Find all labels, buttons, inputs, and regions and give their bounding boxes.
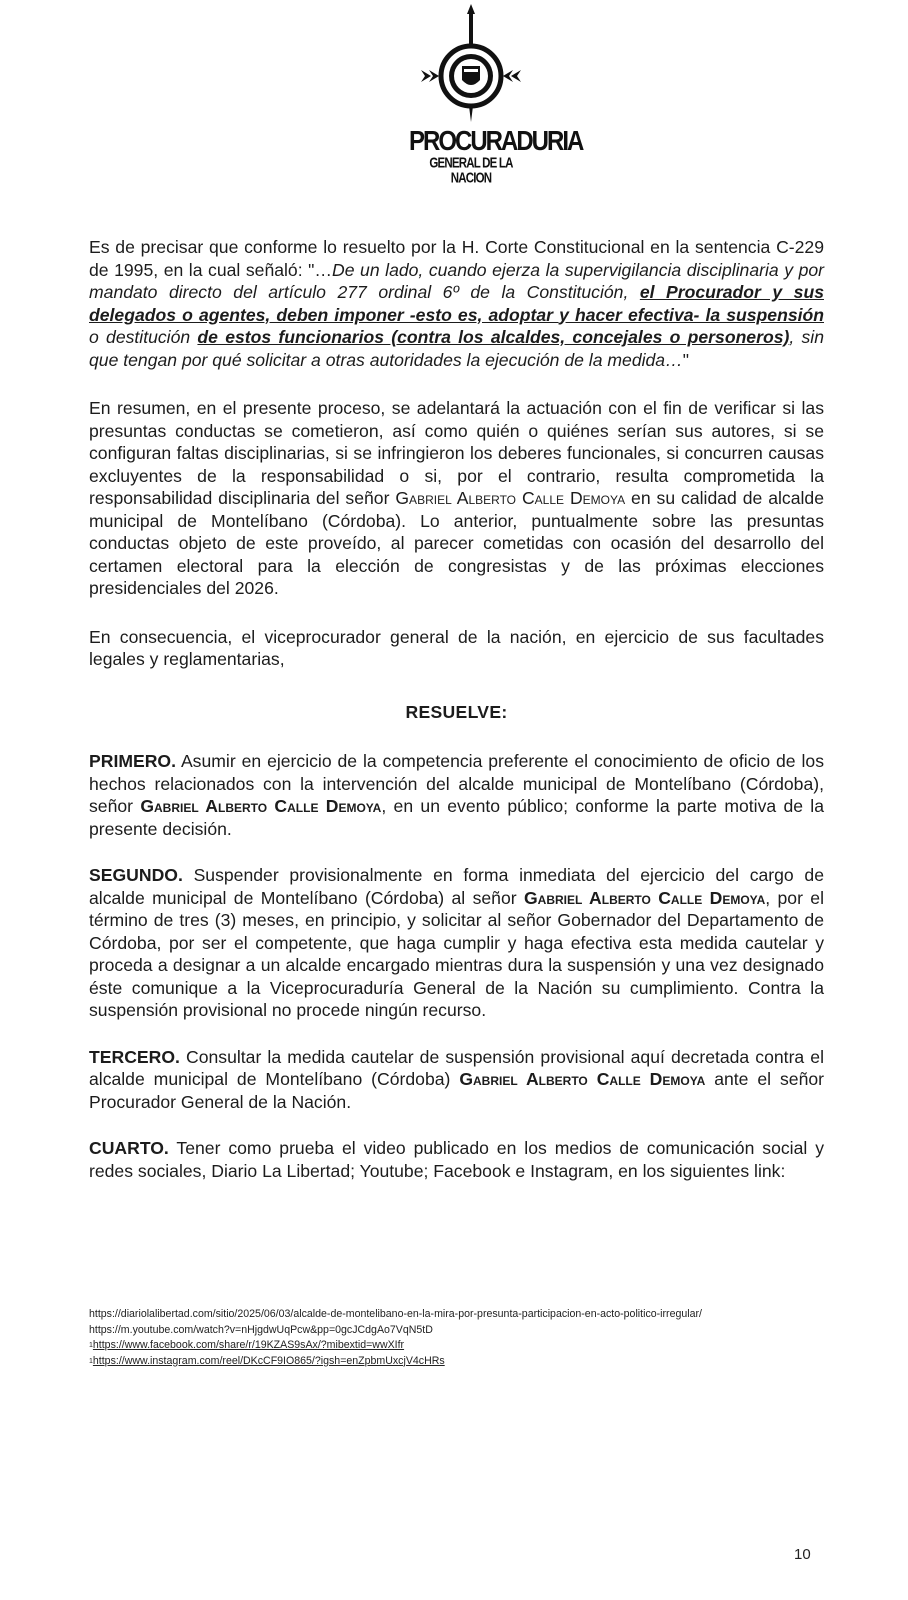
citation-emphasis-2: de estos funcionarios (contra los alcaldes, concejales o personeros) [197,327,790,347]
primero-label: PRIMERO. [89,751,176,771]
footnote-mark: 1 [89,1342,93,1349]
primero-text: Asumir en ejercicio de la competencia preferente el conocimiento de oficio de los hechos relacionados con la intervención del alcalde municipal de Montelíbano (Córdoba), señor [89,751,824,816]
paragraph-citation [89,236,824,371]
segundo-text: Suspender provisionalmente en forma inmediata del ejercicio del cargo de alcalde municipal de Montelíbano (Córdoba) al señor [89,865,824,908]
cuarto-text: Tener como prueba el video publicado en los medios de comunicación social y redes sociales, Diario La Libertad; Youtube; Facebook e Instagram, en los siguientes link: [89,1138,824,1181]
subject-name: Gabriel Alberto Calle Demoya [459,1069,706,1089]
citation-close: " [682,349,689,370]
segundo-text-end: , por el término de tres (3) meses, en principio, y solicitar al señor Gobernador del Departamento de Córdoba, por ser el competente, que haga cumplir y haga efectiva esta medida cautelar y proceda a designar a un alcalde encargado mientras dura la suspensión y una vez designado éste comunique a la Viceprocuraduría General de la Nación su cumplimiento. Contra la suspensión provisional no procede ningún recurso. [89,887,824,1020]
footnote-link[interactable] [89,1307,809,1323]
logo-wordmark: PROCURADURIA [409,125,583,157]
summary-text: En resumen, en el presente proceso, se adelantará la actuación con el fin de verificar si las presuntas conductas se cometieron, así como quién o quiénes serían sus autores, si se configuran faltas disciplinarias, si se infringieron los deberes funcionales, si concurren causas excluyentes de la responsabilidad o si, por el contrario, resulta comprometida la responsabilidad disciplinaria del señor [89,398,824,508]
instagram-link[interactable]: https://www.instagram.com/reel/DKcCF9IO865/?igsh=enZpbmUxcjV4cHRs [92,1354,445,1367]
subject-name: Gabriel Alberto Calle Demoya [140,796,382,816]
footnote-link[interactable] [89,1338,809,1354]
subject-name: Gabriel Alberto Calle Demoya [523,887,766,908]
citation-quote-mid: o destitución [89,327,198,347]
citation-quote: De un lado, cuando ejerza la supervigilancia disciplinaria y por mandato directo del artículo 277 ordinal 6º de la Constitución, [89,259,824,302]
procuraduria-logo [409,4,583,186]
citation-emphasis: el Procurador y sus delegados o agentes, deben imponer -esto es, adoptar y hacer efectiva- la suspensión [89,282,824,325]
paragraph-consequence: En consecuencia, el viceprocurador general de la nación, en ejercicio de sus facultades legales y reglamentarias, [89,626,824,669]
summary-text-end: en su calidad de alcalde municipal de Montelíbano (Córdoba). Lo anterior, puntualmente sobre las presuntas conductas objeto de este proveído, al parecer cometidas con ocasión del desarrollo del certamen electoral para la elección de congresistas y de las próximas elecciones presidenciales del 2026. [89,488,824,598]
resolution-cuarto [89,1137,824,1182]
youtube-link[interactable]: https://m.youtube.com/watch?v=nHjgdwUqPcw&pp=0gcJCdgAo7VqN5tD [89,1323,433,1336]
seal-emblem-icon [409,4,533,128]
segundo-label: SEGUNDO. [89,865,183,885]
tercero-text-end: ante el señor Procurador General de la Nación. [89,1069,825,1112]
tercero-text: Consultar la medida cautelar de suspensión provisional aquí decretada contra el alcalde municipal de Montelíbano (Córdoba) [89,1046,824,1089]
facebook-link[interactable]: https://www.facebook.com/share/r/19KZAS9sAx/?mibextid=wwXIfr [92,1339,405,1351]
resuelve-heading: RESUELVE: [405,701,508,722]
resolution-tercero [89,1046,824,1114]
resolution-primero [89,750,824,840]
citation-quote-end: , sin que tengan por qué solicitar a otras autoridades la ejecución de la medida… [89,327,824,370]
footnotes [89,1307,809,1369]
footnote-link[interactable] [89,1354,809,1370]
document-body [89,236,824,1182]
page-number: 10 [794,1546,811,1563]
cuarto-label: CUARTO. [89,1138,169,1158]
resolution-segundo [89,864,824,1022]
logo-subtitle: GENERAL DE LA NACION [429,156,513,186]
paragraph-summary [89,397,824,600]
diario-libertad-link[interactable]: https://diariolalibertad.com/sitio/2025/06/03/alcalde-de-montelibano-en-la-mira-por-presunta-participacion-en-acto-politico-irregular/ [89,1308,702,1320]
subject-name: Gabriel Alberto Calle Demoya [395,488,626,508]
primero-text-end: , en un evento público; conforme la parte motiva de la presente decisión. [89,796,825,839]
citation-intro: Es de precisar que conforme lo resuelto por la H. Corte Constitucional en la sentencia C-229 de 1995, en la cual señaló: "… [89,237,824,280]
tercero-label: TERCERO. [89,1046,180,1067]
footnote-link[interactable] [89,1323,809,1339]
footnote-mark: 1 [89,1357,93,1365]
